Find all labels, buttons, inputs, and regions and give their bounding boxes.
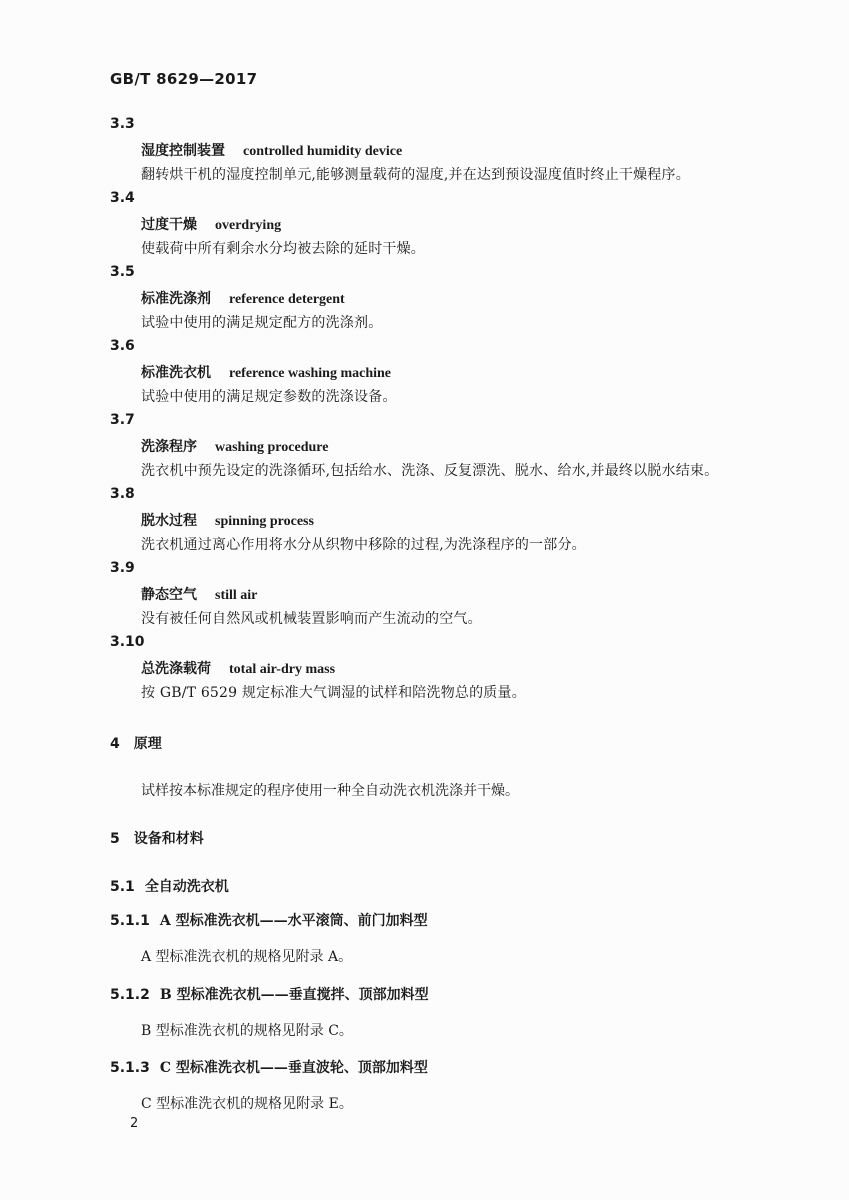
term-heading — [141, 436, 328, 456]
term-heading — [141, 510, 314, 530]
term-definition: 洗衣机通过离心作用将水分从织物中移除的过程,为洗涤程序的一部分。 — [141, 537, 586, 553]
section-paragraph: 试样按本标准规定的程序使用一种全自动洗衣机洗涤并干燥。 — [141, 783, 519, 799]
term-cn: 静态空气 — [141, 587, 197, 603]
term-number: 3.9 — [110, 560, 135, 576]
subsection-title: B 型标准洗衣机——垂直搅拌、顶部加料型 — [159, 987, 429, 1003]
term-heading — [141, 140, 402, 160]
subsection-heading — [110, 876, 229, 896]
term-cn: 湿度控制装置 — [141, 143, 225, 159]
term-number: 3.7 — [110, 412, 135, 428]
subsection-heading — [110, 1057, 428, 1077]
term-heading — [141, 584, 257, 604]
section-number: 5 — [110, 831, 120, 847]
term-en: still air — [215, 588, 258, 603]
subsection-heading — [110, 984, 429, 1004]
term-en: reference washing machine — [229, 366, 392, 381]
term-heading — [141, 362, 391, 382]
term-number: 3.10 — [110, 634, 145, 650]
term-heading — [141, 214, 281, 234]
subsection-title: C 型标准洗衣机——垂直波轮、顶部加料型 — [159, 1060, 428, 1076]
section-heading — [110, 733, 162, 753]
subsection-title: A 型标准洗衣机——水平滚筒、前门加料型 — [159, 913, 428, 929]
subsection-number: 5.1.3 — [110, 1060, 150, 1076]
term-en: washing procedure — [215, 440, 329, 455]
standard-code-header: GB/T 8629—2017 — [110, 70, 258, 88]
term-number: 3.8 — [110, 486, 135, 502]
term-en: spinning process — [215, 514, 314, 529]
term-en: reference detergent — [229, 292, 345, 307]
subsection-number: 5.1.1 — [110, 913, 150, 929]
term-definition: 洗衣机中预先设定的洗涤循环,包括给水、洗涤、反复漂洗、脱水、给水,并最终以脱水结束。 — [141, 463, 719, 479]
section-title: 原理 — [133, 736, 162, 752]
section-title: 设备和材料 — [133, 831, 204, 847]
section-number: 4 — [110, 736, 120, 752]
term-heading — [141, 658, 335, 678]
term-number: 3.4 — [110, 190, 135, 206]
term-definition: 使载荷中所有剩余水分均被去除的延时干燥。 — [141, 241, 425, 257]
subsection-number: 5.1 — [110, 879, 135, 895]
subsection-title: 全自动洗衣机 — [144, 879, 229, 895]
term-definition: 没有被任何自然风或机械装置影响而产生流动的空气。 — [141, 611, 482, 627]
term-definition: 试验中使用的满足规定配方的洗涤剂。 — [141, 315, 383, 331]
term-en: overdrying — [215, 218, 282, 233]
term-definition: 翻转烘干机的湿度控制单元,能够测量载荷的湿度,并在达到预设湿度值时终止干燥程序。 — [141, 167, 690, 183]
term-definition: 按 GB/T 6529 规定标准大气调湿的试样和陪洗物总的质量。 — [141, 685, 526, 701]
term-cn: 过度干燥 — [141, 217, 197, 233]
section-paragraph: A 型标准洗衣机的规格见附录 A。 — [141, 949, 353, 965]
term-definition: 试验中使用的满足规定参数的洗涤设备。 — [141, 389, 397, 405]
term-number: 3.5 — [110, 264, 135, 280]
term-number: 3.6 — [110, 338, 135, 354]
term-cn: 脱水过程 — [141, 513, 197, 529]
section-paragraph: C 型标准洗衣机的规格见附录 E。 — [141, 1096, 353, 1112]
section-heading — [110, 828, 204, 848]
section-paragraph: B 型标准洗衣机的规格见附录 C。 — [141, 1023, 353, 1039]
term-heading — [141, 288, 345, 308]
subsection-number: 5.1.2 — [110, 987, 150, 1003]
term-cn: 总洗涤载荷 — [141, 661, 211, 677]
term-cn: 标准洗衣机 — [141, 365, 211, 381]
page-number: 2 — [130, 1116, 139, 1131]
term-cn: 洗涤程序 — [141, 439, 197, 455]
term-en: controlled humidity device — [243, 144, 403, 159]
term-number: 3.3 — [110, 116, 135, 132]
subsection-heading — [110, 910, 428, 930]
term-cn: 标准洗涤剂 — [141, 291, 211, 307]
term-en: total air-dry mass — [229, 662, 336, 677]
